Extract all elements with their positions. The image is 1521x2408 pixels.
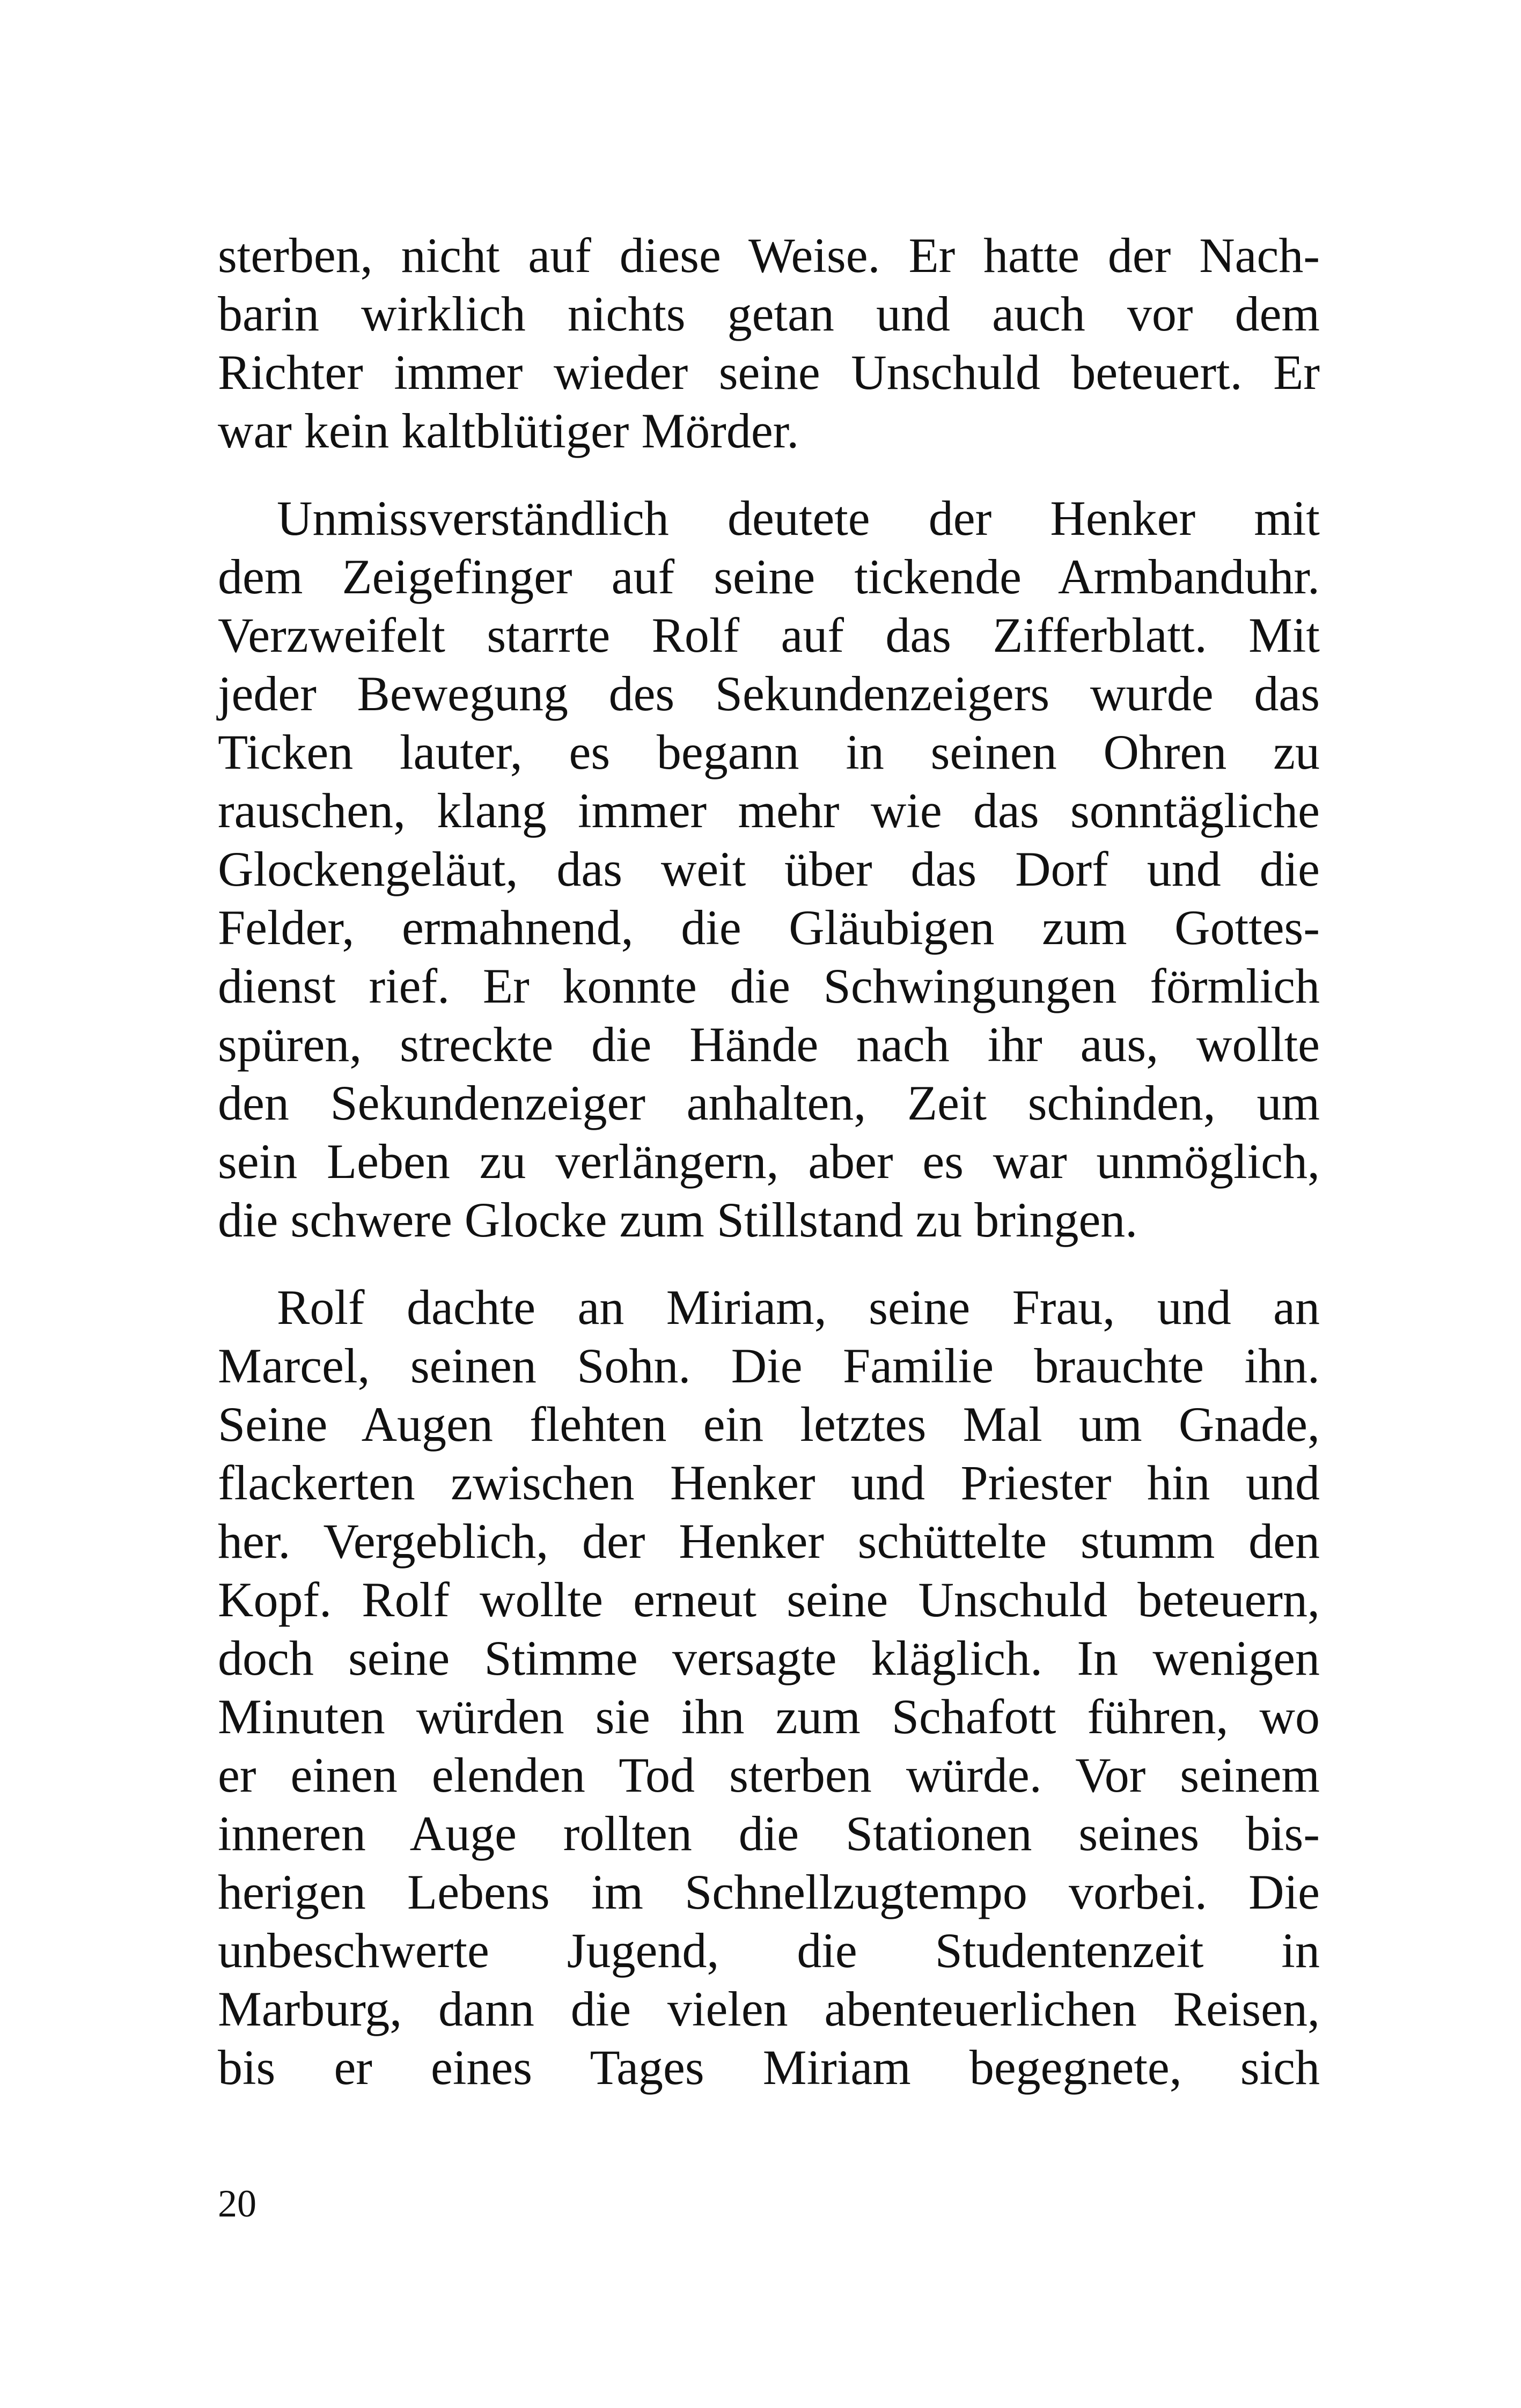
text-line: jeder Bewegung des Sekundenzeigers wurde das xyxy=(218,666,1320,721)
text-line: unbeschwerte Jugend, die Studentenzeit in xyxy=(218,1923,1320,1978)
text-line: sterben, nicht auf diese Weise. Er hatte der Nach- xyxy=(218,228,1320,283)
text-line: doch seine Stimme versagte kläglich. In wenigen xyxy=(218,1631,1320,1685)
text-line: flackerten zwischen Henker und Priester hin und xyxy=(218,1455,1320,1510)
paragraph-3 xyxy=(218,1278,1320,2097)
text-line: sein Leben zu verlängern, aber es war unmöglich, xyxy=(218,1134,1320,1189)
text-line: barin wirklich nichts getan und auch vor dem xyxy=(218,286,1320,341)
text-line: war kein kaltblütiger Mörder. xyxy=(218,403,799,458)
text-line: Felder, ermahnend, die Gläubigen zum Gottes- xyxy=(218,900,1320,955)
text-line: her. Vergeblich, der Henker schüttelte stumm den xyxy=(218,1514,1320,1568)
text-line: Seine Augen flehten ein letztes Mal um Gnade, xyxy=(218,1397,1320,1452)
text-line: dem Zeigefinger auf seine tickende Armbanduhr. xyxy=(218,549,1320,604)
text-line: Kopf. Rolf wollte erneut seine Unschuld beteuern, xyxy=(218,1572,1320,1627)
text-line: Glockengeläut, das weit über das Dorf und die xyxy=(218,842,1320,896)
text-line: inneren Auge rollten die Stationen seines bis- xyxy=(218,1806,1320,1861)
text-line: Marcel, seinen Sohn. Die Familie brauchte ihn. xyxy=(218,1338,1320,1393)
text-line: bis er eines Tages Miriam begegnete, sich xyxy=(218,2040,1320,2095)
paragraph-1 xyxy=(218,226,1320,460)
text-line: Minuten würden sie ihn zum Schafott führen, wo xyxy=(218,1689,1320,1744)
text-line: herigen Lebens im Schnellzugtempo vorbei. Die xyxy=(218,1865,1320,1919)
paragraph-gap xyxy=(218,1249,1320,1278)
text-line: Marburg, dann die vielen abenteuerlichen Reisen, xyxy=(218,1982,1320,2036)
page-number: 20 xyxy=(218,2182,256,2225)
text-line: Unmissverständlich deutete der Henker mit xyxy=(277,491,1320,546)
text-line: spüren, streckte die Hände nach ihr aus, wollte xyxy=(218,1017,1320,1072)
page-body xyxy=(218,226,1320,2097)
text-line: die schwere Glocke zum Stillstand zu bringen. xyxy=(218,1192,1138,1247)
text-line: rauschen, klang immer mehr wie das sonntägliche xyxy=(218,783,1320,838)
text-line: Ticken lauter, es begann in seinen Ohren zu xyxy=(218,725,1320,779)
text-line: Richter immer wieder seine Unschuld beteuert. Er xyxy=(218,345,1320,400)
text-line: Rolf dachte an Miriam, seine Frau, und an xyxy=(277,1280,1320,1335)
text-line: er einen elenden Tod sterben würde. Vor seinem xyxy=(218,1748,1320,1802)
text-line: Verzweifelt starrte Rolf auf das Zifferblatt. Mit xyxy=(218,608,1320,662)
paragraph-gap xyxy=(218,460,1320,489)
text-line: dienst rief. Er konnte die Schwingungen förmlich xyxy=(218,959,1320,1013)
paragraph-2 xyxy=(218,489,1320,1249)
text-line: den Sekundenzeiger anhalten, Zeit schinden, um xyxy=(218,1076,1320,1130)
